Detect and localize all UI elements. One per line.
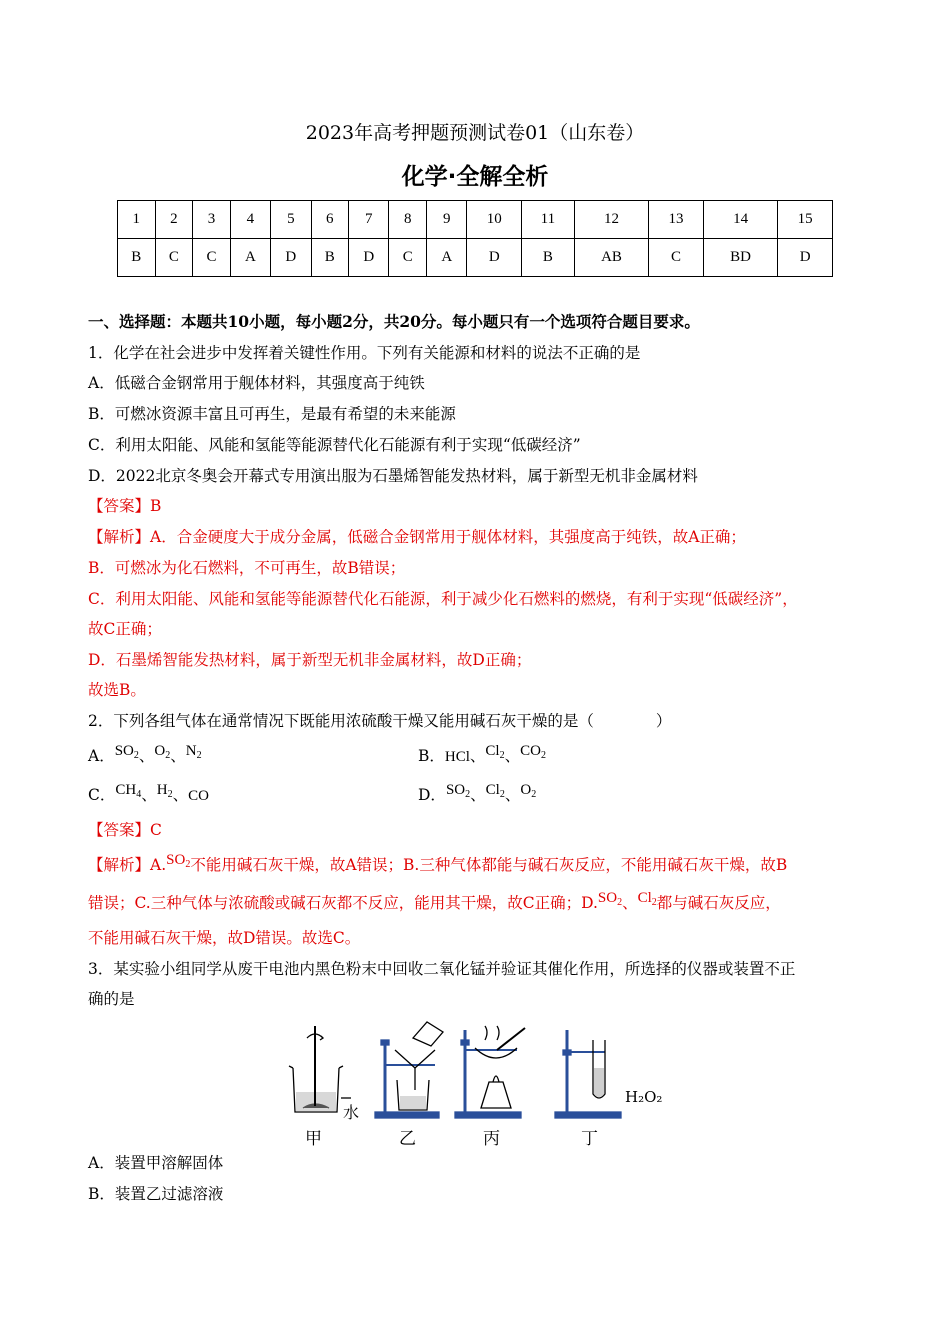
question-1-option-c: C．利用太阳能、风能和氢能等能源替代化石能源有利于实现“低碳经济” (88, 436, 581, 454)
answer-table-answer-cell: D (778, 239, 833, 277)
answer-table-answer-cell: C (193, 239, 231, 277)
option-label: D． (418, 786, 446, 804)
formula-cl2: $Cl_2$ (485, 782, 505, 800)
formula-so2: $SO_2$ (166, 852, 191, 870)
question-2-stem: 2．下列各组气体在通常情况下既能用浓硫酸干燥又能用碱石灰干燥的是（ ） (88, 712, 672, 730)
answer-table-answer-cell: C (649, 239, 704, 277)
answer-table-number-cell: 12 (574, 201, 649, 239)
question-1-answer: 【答案】B (88, 497, 162, 515)
answer-table-answer-cell: B (522, 239, 575, 277)
formula-ch4: $CH_4$ (115, 782, 142, 800)
formula-o2: $O_2$ (154, 743, 171, 761)
page-subtitle: 化学·全解全析 (401, 164, 549, 190)
answer-table-answer-cell: B (311, 239, 349, 277)
figure-label-bing: 丙 (483, 1129, 500, 1149)
question-3-stem: 3．某实验小组同学从废干电池内黑色粉末中回收二氧化锰并验证其催化作用，所选择的仪器或装置不正 (88, 960, 796, 978)
formula-cl2: $Cl_2$ (485, 743, 505, 761)
question-1-analysis-line: 故C正确； (88, 620, 162, 638)
question-2-option-b (418, 744, 546, 767)
question-1-analysis-line: C．利用太阳能、风能和氢能等能源替代化石能源，利于减少化石燃料的燃烧，有利于实现“低碳经济”， (88, 590, 798, 608)
question-2-option-d (418, 783, 536, 806)
question-2-analysis-line: 不能用碱石灰干燥，故D错误。故选C。 (88, 929, 361, 947)
answer-table-answer-cell: BD (703, 239, 778, 277)
answer-table-number-cell: 13 (649, 201, 704, 239)
question-2-option-c (88, 783, 209, 806)
answer-table-answer-cell: D (271, 239, 311, 277)
answer-table-number-cell: 10 (467, 201, 522, 239)
answer-table-answer-cell: D (349, 239, 389, 277)
question-1-analysis-line: 【解析】A．合金硬度大于成分金属，低磁合金钢常用于舰体材料，其强度高于纯铁，故A正确； (88, 528, 746, 546)
figure-label-yi: 乙 (399, 1129, 416, 1149)
answer-table-number-cell: 15 (778, 201, 833, 239)
analysis-text: 错误；C.三种气体与浓硫酸或碱石灰都不反应，能用其干燥，故C正确；D. (88, 894, 598, 912)
answer-table-number-cell: 6 (311, 201, 349, 239)
question-2-analysis-line (88, 891, 781, 914)
question-3-option-a: A．装置甲溶解固体 (88, 1154, 224, 1172)
question-1-stem: 1．化学在社会进步中发挥着关键性作用。下列有关能源和材料的说法不正确的是 (88, 344, 641, 362)
answer-table-answer-cell: D (467, 239, 522, 277)
formula-co2: $CO_2$ (520, 743, 546, 761)
question-1-option-a: A．低磁合金钢常用于舰体材料，其强度高于纯铁 (88, 374, 425, 392)
answer-table-number-cell: 11 (522, 201, 575, 239)
answer-table (117, 200, 833, 277)
answer-table-number-cell: 8 (389, 201, 427, 239)
formula-so2: $SO_2$ (114, 743, 139, 761)
answer-table-answer-cell: A (230, 239, 270, 277)
answer-table-number-cell: 9 (427, 201, 467, 239)
answer-table-number-cell: 5 (271, 201, 311, 239)
answer-table-answer-row (118, 239, 833, 277)
figure-label-jia: 甲 (305, 1129, 322, 1149)
answer-table-number-cell: 14 (703, 201, 778, 239)
answer-table-answer-cell: AB (574, 239, 649, 277)
page-title: 2023年高考押题预测试卷01（山东卷） (305, 122, 645, 144)
answer-table-answer-cell: C (155, 239, 193, 277)
answer-table-number-row (118, 201, 833, 239)
analysis-text: 【解析】A. (88, 856, 167, 874)
question-1-analysis-line: 故选B。 (88, 681, 146, 699)
figure-label-ding: 丁 (581, 1129, 598, 1149)
apparatus-figure (285, 1020, 675, 1150)
formula-hcl: HCl (444, 749, 470, 765)
question-2-analysis-line (88, 853, 787, 876)
separator: 、 (141, 786, 157, 804)
water-label: 水 (343, 1103, 360, 1122)
question-1-analysis-line: B．可燃冰为化石燃料，不可再生，故B错误； (88, 559, 406, 577)
answer-table-number-cell: 2 (155, 201, 193, 239)
separator: 、 (172, 786, 189, 804)
answer-table-answer-cell: B (118, 239, 156, 277)
option-label: C． (88, 786, 116, 804)
formula-o2: $O_2$ (520, 782, 537, 800)
answer-table-number-cell: 3 (193, 201, 231, 239)
separator: 、 (622, 894, 638, 912)
formula-co: CO (188, 788, 209, 804)
option-label: B． (418, 747, 445, 765)
separator: 、 (470, 786, 486, 804)
question-1-option-b: B．可燃冰资源丰富且可再生，是最有希望的未来能源 (88, 405, 456, 423)
formula-so2: $SO_2$ (597, 890, 623, 908)
question-2-option-a (88, 744, 202, 767)
separator: 、 (504, 747, 521, 765)
answer-table-number-cell: 7 (349, 201, 389, 239)
formula-n2: $N_2$ (185, 743, 202, 761)
separator: 、 (138, 747, 155, 765)
question-3-stem: 确的是 (88, 990, 135, 1008)
analysis-text: 都与碱石灰反应， (656, 894, 781, 912)
answer-table-answer-cell: A (427, 239, 467, 277)
answer-table-number-cell: 4 (230, 201, 270, 239)
separator: 、 (504, 786, 521, 804)
separator: 、 (170, 747, 186, 765)
answer-table-number-cell: 1 (118, 201, 156, 239)
answer-table-answer-cell: C (389, 239, 427, 277)
formula-h2: $H_2$ (156, 782, 173, 800)
analysis-text: 不能用碱石灰干燥，故A错误；B.三种气体都能与碱石灰反应，不能用碱石灰干燥，故B (190, 856, 788, 874)
section-heading: 一、选择题：本题共10小题，每小题2分，共20分。每小题只有一个选项符合题目要求。 (88, 312, 700, 331)
formula-so2: $SO_2$ (445, 782, 471, 800)
question-3-option-b: B．装置乙过滤溶液 (88, 1185, 224, 1203)
option-label: A． (88, 747, 115, 765)
question-2-answer: 【答案】C (88, 821, 162, 839)
question-1-analysis-line: D．石墨烯智能发热材料，属于新型无机非金属材料，故D正确； (88, 651, 532, 669)
formula-cl2: $Cl_2$ (637, 890, 657, 908)
separator: 、 (469, 747, 486, 765)
h2o2-label: H₂O₂ (625, 1088, 663, 1106)
question-1-option-d: D．2022北京冬奥会开幕式专用演出服为石墨烯智能发热材料，属于新型无机非金属材料 (88, 467, 698, 485)
